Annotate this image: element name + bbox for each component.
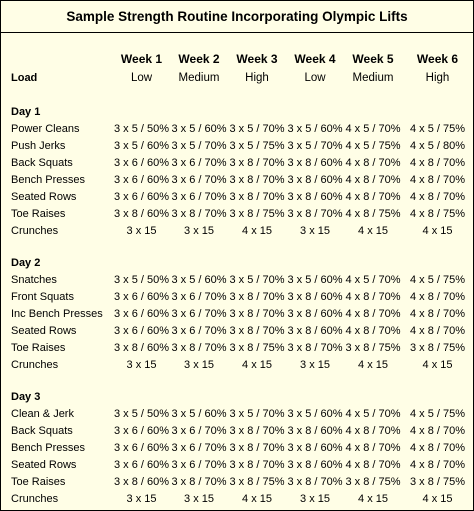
prescription-cell: 4 x 8 / 70% [345, 174, 401, 186]
exercise-row [1, 323, 473, 340]
exercise-row [1, 172, 473, 189]
prescription-cell: 3 x 6 / 70% [171, 459, 227, 471]
day-label: Day 2 [11, 257, 41, 269]
exercise-row [1, 155, 473, 172]
prescription-cell: 3 x 8 / 70% [229, 459, 285, 471]
week-header: Week 4 [294, 52, 336, 66]
exercise-name: Crunches [11, 493, 59, 505]
prescription-cell: 3 x 8 / 60% [287, 308, 343, 320]
prescription-cell: 4 x 15 [242, 493, 272, 505]
load-level: Medium [352, 72, 394, 84]
prescription-cell: 3 x 15 [126, 493, 157, 505]
exercise-name: Snatches [11, 274, 57, 286]
load-level: Low [304, 72, 326, 84]
day-header-row [1, 389, 473, 406]
load-row [1, 68, 473, 89]
prescription-cell: 3 x 8 / 60% [287, 425, 343, 437]
section-spacer [1, 374, 473, 389]
prescription-cell: 3 x 6 / 60% [113, 308, 170, 320]
prescription-cell: 3 x 6 / 60% [113, 174, 170, 186]
exercise-name: Seated Rows [11, 325, 77, 337]
prescription-cell: 3 x 5 / 70% [287, 140, 343, 152]
prescription-cell: 3 x 8 / 75% [229, 208, 285, 220]
exercise-name: Crunches [11, 225, 59, 237]
exercise-row [1, 474, 473, 491]
prescription-cell: 4 x 15 [422, 493, 453, 505]
prescription-cell: 3 x 15 [300, 359, 330, 371]
section-spacer [1, 240, 473, 255]
exercise-row [1, 406, 473, 423]
week-header: Week 1 [120, 52, 163, 66]
week-header: Week 2 [178, 52, 220, 66]
prescription-cell: 3 x 6 / 70% [171, 174, 227, 186]
week-header: Week 5 [352, 52, 394, 66]
exercise-row [1, 223, 473, 240]
exercise-name: Toe Raises [11, 476, 66, 488]
exercise-row [1, 289, 473, 306]
exercise-row [1, 189, 473, 206]
exercise-name: Bench Presses [11, 442, 85, 454]
prescription-cell: 3 x 5 / 75% [229, 140, 285, 152]
exercise-name: Clean & Jerk [11, 408, 74, 420]
week-header: Week 3 [236, 52, 278, 66]
prescription-cell: 3 x 8 / 70% [171, 342, 227, 354]
week-header: Week 6 [416, 52, 459, 66]
exercise-row [1, 440, 473, 457]
section-spacer [1, 89, 473, 104]
exercise-row [1, 340, 473, 357]
prescription-cell: 3 x 8 / 60% [287, 191, 343, 203]
day-label: Day 3 [11, 391, 41, 403]
day-header-row [1, 255, 473, 272]
exercise-row [1, 306, 473, 323]
prescription-cell: 4 x 8 / 70% [345, 291, 401, 303]
prescription-cell: 3 x 8 / 70% [229, 157, 285, 169]
prescription-cell: 3 x 5 / 70% [171, 140, 227, 152]
routine-table-body [1, 33, 473, 508]
prescription-cell: 4 x 5 / 80% [409, 140, 466, 152]
prescription-cell: 4 x 8 / 70% [409, 308, 466, 320]
prescription-cell: 3 x 6 / 60% [113, 325, 170, 337]
prescription-cell: 3 x 15 [126, 225, 157, 237]
exercise-row [1, 457, 473, 474]
exercise-row [1, 491, 473, 508]
prescription-cell: 3 x 8 / 70% [287, 208, 343, 220]
prescription-cell: 3 x 8 / 70% [229, 291, 285, 303]
table-title: Sample Strength Routine Incorporating Olympic Lifts [1, 1, 473, 33]
prescription-cell: 3 x 8 / 60% [113, 476, 170, 488]
prescription-cell: 4 x 8 / 70% [409, 425, 466, 437]
exercise-name: Seated Rows [11, 191, 77, 203]
prescription-cell: 3 x 8 / 70% [229, 442, 285, 454]
prescription-cell: 3 x 6 / 60% [113, 442, 170, 454]
prescription-cell: 3 x 5 / 60% [287, 408, 343, 420]
load-level: Low [130, 72, 153, 84]
prescription-cell: 3 x 6 / 70% [171, 425, 227, 437]
exercise-row [1, 272, 473, 289]
exercise-name: Crunches [11, 359, 59, 371]
load-level: High [245, 72, 269, 84]
prescription-cell: 3 x 5 / 60% [287, 274, 343, 286]
prescription-cell: 3 x 8 / 70% [171, 208, 227, 220]
prescription-cell: 3 x 5 / 60% [171, 408, 227, 420]
prescription-cell: 4 x 8 / 70% [345, 308, 401, 320]
prescription-cell: 3 x 15 [184, 493, 214, 505]
prescription-cell: 4 x 5 / 70% [345, 123, 401, 135]
prescription-cell: 4 x 8 / 70% [345, 157, 401, 169]
prescription-cell: 4 x 8 / 70% [345, 442, 401, 454]
prescription-cell: 4 x 5 / 70% [345, 408, 401, 420]
prescription-cell: 3 x 6 / 60% [113, 291, 170, 303]
prescription-cell: 4 x 5 / 70% [345, 274, 401, 286]
prescription-cell: 3 x 8 / 70% [229, 308, 285, 320]
exercise-row [1, 121, 473, 138]
prescription-cell: 4 x 15 [422, 359, 453, 371]
week-header-row [1, 51, 473, 68]
exercise-name: Back Squats [11, 157, 73, 169]
prescription-cell: 3 x 8 / 70% [229, 174, 285, 186]
prescription-cell: 4 x 8 / 70% [409, 325, 466, 337]
prescription-cell: 3 x 6 / 70% [171, 308, 227, 320]
prescription-cell: 3 x 8 / 75% [409, 342, 466, 354]
prescription-cell: 4 x 15 [358, 493, 388, 505]
prescription-cell: 3 x 5 / 50% [113, 274, 170, 286]
prescription-cell: 4 x 8 / 70% [409, 174, 466, 186]
prescription-cell: 3 x 6 / 70% [171, 325, 227, 337]
prescription-cell: 3 x 15 [126, 359, 157, 371]
prescription-cell: 3 x 8 / 75% [345, 342, 401, 354]
exercise-name: Toe Raises [11, 208, 66, 220]
exercise-name: Back Squats [11, 425, 73, 437]
prescription-cell: 3 x 8 / 60% [287, 459, 343, 471]
prescription-cell: 4 x 8 / 70% [345, 425, 401, 437]
prescription-cell: 4 x 8 / 70% [345, 325, 401, 337]
prescription-cell: 3 x 5 / 60% [171, 274, 227, 286]
prescription-cell: 4 x 5 / 75% [409, 408, 466, 420]
prescription-cell: 4 x 8 / 70% [409, 157, 466, 169]
load-level: High [425, 72, 450, 84]
prescription-cell: 4 x 8 / 70% [409, 191, 466, 203]
prescription-cell: 4 x 8 / 70% [409, 459, 466, 471]
prescription-cell: 3 x 8 / 60% [287, 291, 343, 303]
load-label: Load [11, 72, 38, 84]
prescription-cell: 3 x 8 / 75% [229, 476, 285, 488]
prescription-cell: 4 x 15 [242, 359, 272, 371]
prescription-cell: 3 x 8 / 60% [113, 342, 170, 354]
exercise-name: Front Squats [11, 291, 74, 303]
prescription-cell: 3 x 8 / 75% [409, 476, 466, 488]
prescription-cell: 3 x 8 / 75% [229, 342, 285, 354]
prescription-cell: 3 x 5 / 70% [229, 123, 285, 135]
prescription-cell: 3 x 8 / 60% [287, 157, 343, 169]
prescription-cell: 3 x 15 [184, 225, 214, 237]
prescription-cell: 3 x 15 [300, 225, 330, 237]
prescription-cell: 3 x 8 / 75% [345, 476, 401, 488]
exercise-name: Seated Rows [11, 459, 77, 471]
exercise-name: Toe Raises [11, 342, 66, 354]
exercise-row [1, 357, 473, 374]
prescription-cell: 3 x 8 / 70% [287, 476, 343, 488]
prescription-cell: 4 x 15 [422, 225, 453, 237]
prescription-cell: 4 x 5 / 75% [345, 140, 401, 152]
prescription-cell: 3 x 5 / 70% [229, 408, 285, 420]
day-label: Day 1 [11, 106, 41, 118]
prescription-cell: 4 x 8 / 75% [345, 208, 401, 220]
exercise-row [1, 206, 473, 223]
routine-table [1, 33, 473, 508]
prescription-cell: 3 x 6 / 60% [113, 425, 170, 437]
prescription-cell: 3 x 8 / 70% [229, 325, 285, 337]
prescription-cell: 3 x 5 / 60% [171, 123, 227, 135]
exercise-name: Bench Presses [11, 174, 85, 186]
prescription-cell: 3 x 8 / 70% [171, 476, 227, 488]
prescription-cell: 3 x 15 [300, 493, 330, 505]
prescription-cell: 3 x 8 / 70% [229, 191, 285, 203]
prescription-cell: 4 x 15 [358, 359, 388, 371]
exercise-name: Power Cleans [11, 123, 80, 135]
prescription-cell: 3 x 6 / 70% [171, 157, 227, 169]
prescription-cell: 4 x 5 / 75% [409, 123, 466, 135]
exercise-row [1, 423, 473, 440]
prescription-cell: 3 x 8 / 60% [287, 174, 343, 186]
prescription-cell: 3 x 6 / 60% [113, 191, 170, 203]
prescription-cell: 3 x 8 / 70% [287, 342, 343, 354]
prescription-cell: 3 x 5 / 60% [113, 140, 170, 152]
prescription-cell: 3 x 6 / 70% [171, 191, 227, 203]
prescription-cell: 3 x 8 / 60% [287, 442, 343, 454]
prescription-cell: 4 x 8 / 75% [409, 208, 466, 220]
prescription-cell: 4 x 8 / 70% [345, 191, 401, 203]
prescription-cell: 3 x 8 / 70% [229, 425, 285, 437]
load-level: Medium [178, 72, 220, 84]
prescription-cell: 3 x 5 / 50% [113, 123, 170, 135]
prescription-cell: 3 x 5 / 70% [229, 274, 285, 286]
prescription-cell: 3 x 6 / 60% [113, 459, 170, 471]
day-header-row [1, 104, 473, 121]
exercise-name: Inc Bench Presses [11, 308, 103, 320]
prescription-cell: 4 x 15 [242, 225, 272, 237]
prescription-cell: 4 x 8 / 70% [345, 459, 401, 471]
prescription-cell: 3 x 6 / 70% [171, 291, 227, 303]
exercise-row [1, 138, 473, 155]
prescription-cell: 4 x 15 [358, 225, 388, 237]
prescription-cell: 3 x 6 / 70% [171, 442, 227, 454]
prescription-cell: 3 x 8 / 60% [113, 208, 170, 220]
prescription-cell: 3 x 8 / 60% [287, 325, 343, 337]
prescription-cell: 3 x 5 / 50% [113, 408, 170, 420]
prescription-cell: 3 x 15 [184, 359, 214, 371]
prescription-cell: 4 x 8 / 70% [409, 291, 466, 303]
prescription-cell: 3 x 6 / 60% [113, 157, 170, 169]
prescription-cell: 4 x 8 / 70% [409, 442, 466, 454]
prescription-cell: 4 x 5 / 75% [409, 274, 466, 286]
prescription-cell: 3 x 5 / 60% [287, 123, 343, 135]
exercise-name: Push Jerks [11, 140, 66, 152]
